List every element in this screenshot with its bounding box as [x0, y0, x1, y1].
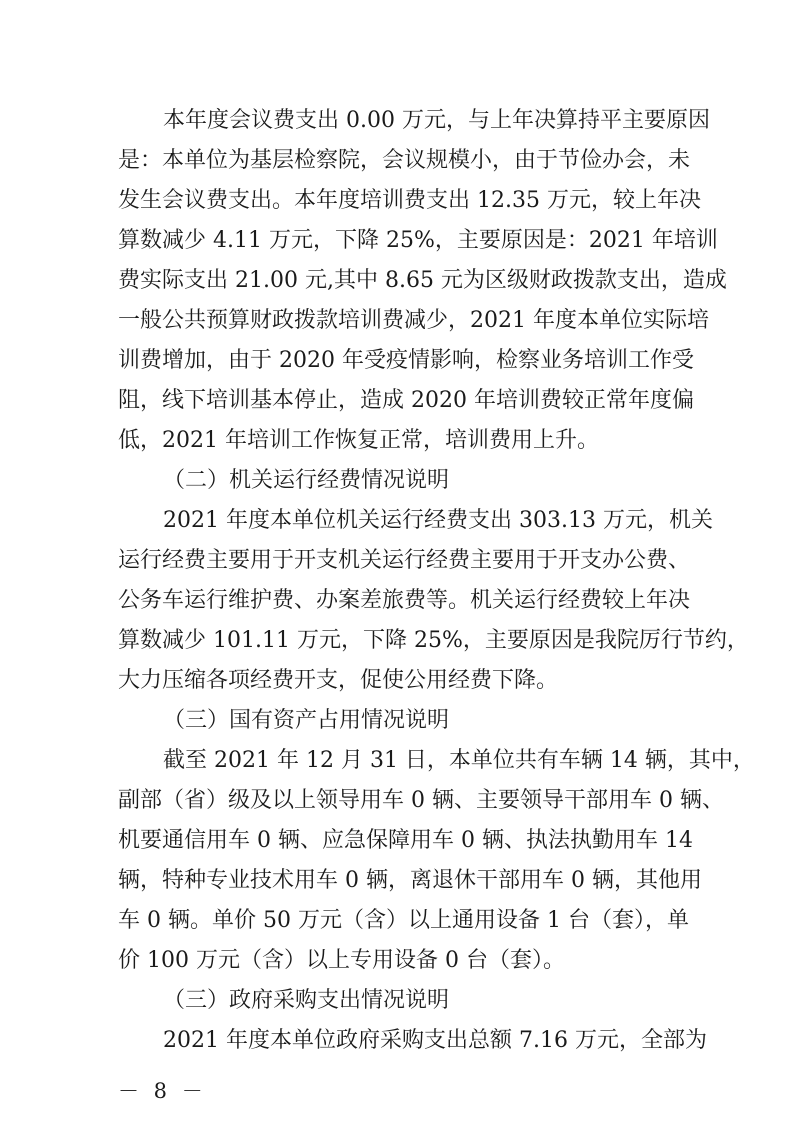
paragraph-line: 阻，线下培训基本停止，造成 2020 年培训费较正常年度偏 — [118, 388, 694, 413]
paragraph-line: 一般公共预算财政拨款培训费减少，2021 年度本单位实际培 — [118, 308, 709, 333]
section-heading-operating: （二）机关运行经费情况说明 — [163, 468, 450, 493]
paragraph-line: 2021 年度本单位政府采购支出总额 7.16 万元，全部为 — [163, 1028, 707, 1053]
paragraph-line: 发生会议费支出。本年度培训费支出 12.35 万元，较上年决 — [118, 188, 701, 213]
paragraph-line: 2021 年度本单位机关运行经费支出 303.13 万元，机关 — [163, 508, 713, 533]
paragraph-line: 辆，特种专业技术用车 0 辆，离退休干部用车 0 辆，其他用 — [118, 868, 702, 893]
section-heading-assets: （三）国有资产占用情况说明 — [163, 708, 450, 733]
paragraph-line: 本年度会议费支出 0.00 万元，与上年决算持平主要原因 — [163, 108, 710, 133]
paragraph-line: 机要通信用车 0 辆、应急保障用车 0 辆、执法执勤用车 14 — [118, 828, 693, 853]
paragraph-line: 价 100 万元（含）以上专用设备 0 台（套）。 — [118, 948, 565, 973]
paragraph-line: 费实际支出 21.00 元,其中 8.65 元为区级财政拨款支出，造成 — [118, 268, 727, 293]
page-number: － 8 － — [118, 1079, 207, 1103]
paragraph-line: 截至 2021 年 12 月 31 日，本单位共有车辆 14 辆，其中， — [163, 748, 755, 773]
paragraph-line: 副部（省）级及以上领导用车 0 辆、主要领导干部用车 0 辆、 — [118, 788, 724, 813]
paragraph-line: 低，2021 年培训工作恢复正常，培训费用上升。 — [118, 428, 599, 453]
paragraph-line: 大力压缩各项经费开支，促使公用经费下降。 — [118, 668, 559, 693]
paragraph-line: 是：本单位为基层检察院，会议规模小，由于节俭办会，未 — [118, 148, 691, 173]
paragraph-line: 算数减少 101.11 万元，下降 25%，主要原因是我院厉行节约， — [118, 628, 749, 653]
paragraph-line: 运行经费主要用于开支机关运行经费主要用于开支办公费、 — [118, 548, 691, 573]
paragraph-line: 训费增加，由于 2020 年受疫情影响，检察业务培训工作受 — [118, 348, 694, 373]
section-heading-procurement: （三）政府采购支出情况说明 — [163, 988, 450, 1013]
paragraph-line: 公务车运行维护费、办案差旅费等。机关运行经费较上年决 — [118, 588, 691, 613]
paragraph-line: 车 0 辆。单价 50 万元（含）以上通用设备 1 台（套），单 — [118, 908, 689, 933]
paragraph-line: 算数减少 4.11 万元，下降 25%，主要原因是：2021 年培训 — [118, 228, 718, 253]
